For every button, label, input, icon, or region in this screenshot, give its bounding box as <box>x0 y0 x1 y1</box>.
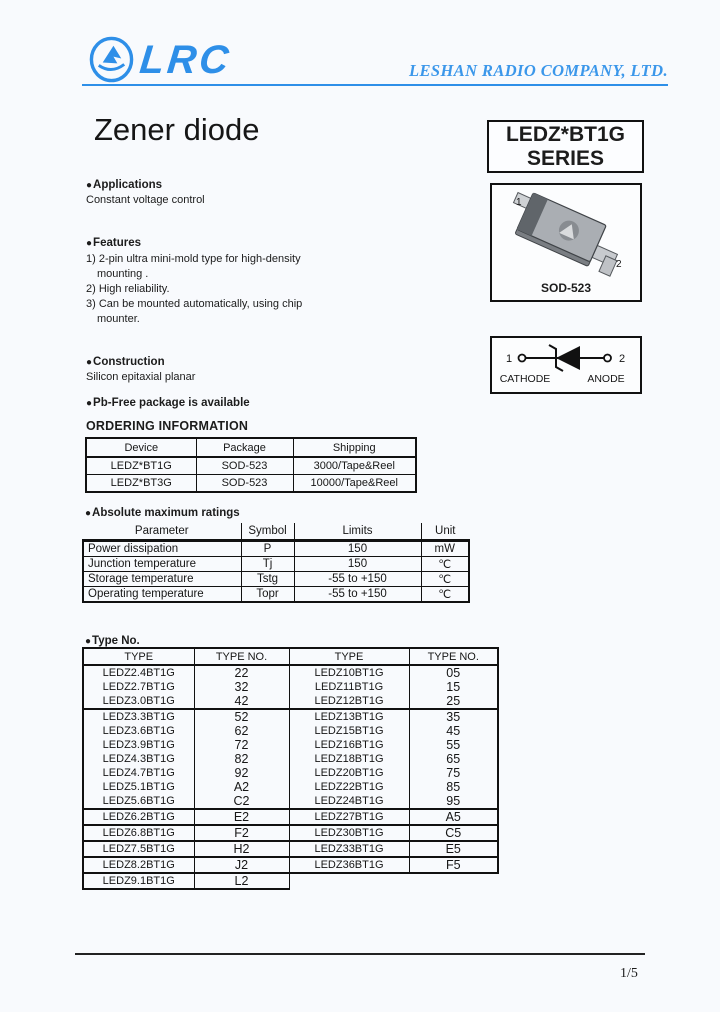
table-cell: -55 to +150 <box>294 572 421 587</box>
table-row <box>83 857 498 873</box>
table-row <box>83 572 469 587</box>
table-cell: SOD-523 <box>196 475 293 493</box>
table-cell: A2 <box>194 780 289 794</box>
table-cell: LEDZ4.3BT1G <box>83 752 194 766</box>
table-cell: 65 <box>409 752 498 766</box>
table-cell: LEDZ3.0BT1G <box>83 694 194 709</box>
table-cell: LEDZ15BT1G <box>289 724 409 738</box>
bullet-icon: ● <box>86 357 93 368</box>
applications-body: Constant voltage control <box>86 194 205 206</box>
column-header: Limits <box>294 523 421 541</box>
table-cell: LEDZ3.3BT1G <box>83 709 194 724</box>
table-row <box>83 766 498 780</box>
table-cell: LEDZ24BT1G <box>289 794 409 809</box>
ratings-header-row <box>83 523 469 541</box>
sch-pin1-label: 1 <box>505 353 513 365</box>
table-cell: E5 <box>409 841 498 857</box>
column-header: Parameter <box>83 523 241 541</box>
table-cell: LEDZ9.1BT1G <box>83 873 194 889</box>
table-cell: LEDZ10BT1G <box>289 665 409 680</box>
type-header-row <box>83 648 498 665</box>
table-cell: LEDZ30BT1G <box>289 825 409 841</box>
table-cell: LEDZ27BT1G <box>289 809 409 825</box>
table-cell: 92 <box>194 766 289 780</box>
table-cell: Topr <box>241 587 294 603</box>
table-cell: LEDZ2.4BT1G <box>83 665 194 680</box>
column-header: TYPE NO. <box>194 648 289 665</box>
table-cell: ℃ <box>421 587 469 603</box>
table-cell: A5 <box>409 809 498 825</box>
table-cell: C5 <box>409 825 498 841</box>
ordering-title: ORDERING INFORMATION <box>86 419 249 433</box>
table-cell: 150 <box>294 557 421 572</box>
table-cell: E2 <box>194 809 289 825</box>
features-heading: ●Features <box>86 237 141 249</box>
table-row <box>83 665 498 680</box>
table-row <box>83 841 498 857</box>
feature-line: mounting . <box>97 268 149 280</box>
column-header: Device <box>86 438 196 457</box>
table-cell: LEDZ5.6BT1G <box>83 794 194 809</box>
table-cell: LEDZ13BT1G <box>289 709 409 724</box>
package-3d-icon <box>494 187 638 277</box>
applications-heading: ●Applications <box>86 179 163 191</box>
table-row <box>86 457 416 475</box>
table-cell: L2 <box>194 873 289 889</box>
table-row <box>83 541 469 557</box>
table-cell: P <box>241 541 294 557</box>
table-cell: 10000/Tape&Reel <box>293 475 416 493</box>
bullet-icon: ● <box>85 508 92 519</box>
logo-text: LRC <box>137 37 234 82</box>
table-cell: Storage temperature <box>83 572 241 587</box>
type-number-table <box>82 647 499 890</box>
table-cell <box>409 873 498 889</box>
column-header: TYPE <box>289 648 409 665</box>
schematic-box <box>490 336 642 394</box>
table-cell: LEDZ4.7BT1G <box>83 766 194 780</box>
series-box <box>487 120 644 173</box>
feature-line: mounter. <box>97 313 140 325</box>
table-cell: LEDZ3.9BT1G <box>83 738 194 752</box>
table-cell: Operating temperature <box>83 587 241 603</box>
bullet-icon: ● <box>85 636 92 647</box>
table-cell: LEDZ5.1BT1G <box>83 780 194 794</box>
table-cell: 75 <box>409 766 498 780</box>
table-cell: Tj <box>241 557 294 572</box>
bullet-icon: ● <box>86 238 93 249</box>
pkg-pin1-label: 1 <box>516 197 522 208</box>
table-cell: J2 <box>194 857 289 873</box>
series-name: LEDZ*BT1G <box>505 122 625 146</box>
table-cell: 22 <box>194 665 289 680</box>
column-header: Symbol <box>241 523 294 541</box>
table-cell: LEDZ16BT1G <box>289 738 409 752</box>
features-list <box>86 252 302 327</box>
table-row <box>83 587 469 603</box>
table-cell: LEDZ11BT1G <box>289 680 409 694</box>
table-cell: LEDZ18BT1G <box>289 752 409 766</box>
feature-line: 3) Can be mounted automatically, using chip <box>86 298 303 310</box>
table-row <box>83 680 498 694</box>
table-cell: ℃ <box>421 557 469 572</box>
table-cell: F2 <box>194 825 289 841</box>
series-word: SERIES <box>526 146 605 170</box>
anode-label: ANODE <box>587 373 625 385</box>
column-header: Shipping <box>293 438 416 457</box>
table-cell: 45 <box>409 724 498 738</box>
table-row <box>83 709 498 724</box>
ratings-table <box>82 523 470 603</box>
table-cell: LEDZ8.2BT1G <box>83 857 194 873</box>
pkg-pin2-label: 2 <box>616 259 622 270</box>
table-row <box>83 694 498 709</box>
table-cell: LEDZ33BT1G <box>289 841 409 857</box>
table-cell: LEDZ6.2BT1G <box>83 809 194 825</box>
column-header: Unit <box>421 523 469 541</box>
table-cell: Tstg <box>241 572 294 587</box>
table-cell: 3000/Tape&Reel <box>293 457 416 475</box>
table-cell: 82 <box>194 752 289 766</box>
table-cell: LEDZ36BT1G <box>289 857 409 873</box>
table-cell: H2 <box>194 841 289 857</box>
construction-heading: ●Construction <box>86 356 165 368</box>
table-row <box>83 780 498 794</box>
table-cell <box>289 873 409 889</box>
table-cell: 72 <box>194 738 289 752</box>
package-box <box>490 183 642 302</box>
table-cell: F5 <box>409 857 498 873</box>
table-cell: 15 <box>409 680 498 694</box>
lrc-logo <box>88 36 234 83</box>
table-row <box>86 475 416 493</box>
table-cell: 42 <box>194 694 289 709</box>
table-cell: LEDZ6.8BT1G <box>83 825 194 841</box>
table-cell: LEDZ3.6BT1G <box>83 724 194 738</box>
table-cell: 32 <box>194 680 289 694</box>
table-cell: C2 <box>194 794 289 809</box>
construction-body: Silicon epitaxial planar <box>86 371 196 383</box>
table-cell: LEDZ*BT3G <box>86 475 196 493</box>
header-rule <box>82 84 668 86</box>
table-cell: Junction temperature <box>83 557 241 572</box>
table-row <box>83 752 498 766</box>
ratings-heading: ●Absolute maximum ratings <box>85 507 240 519</box>
table-cell: 95 <box>409 794 498 809</box>
company-name: LESHAN RADIO COMPANY, LTD. <box>408 61 668 80</box>
ordering-table <box>85 437 417 493</box>
table-row <box>83 825 498 841</box>
page-number: 1/5 <box>620 966 638 981</box>
lrc-logo-icon <box>88 36 135 83</box>
table-row <box>83 557 469 572</box>
footer-rule <box>75 953 645 955</box>
column-header: TYPE <box>83 648 194 665</box>
table-cell: -55 to +150 <box>294 587 421 603</box>
table-cell: LEDZ20BT1G <box>289 766 409 780</box>
table-cell: 52 <box>194 709 289 724</box>
table-cell: 150 <box>294 541 421 557</box>
table-cell: mW <box>421 541 469 557</box>
zener-symbol-icon <box>492 338 636 388</box>
feature-line: 2) High reliability. <box>86 283 170 295</box>
table-cell: 25 <box>409 694 498 709</box>
typeno-heading: ●Type No. <box>85 635 140 647</box>
bullet-icon: ● <box>86 180 93 191</box>
column-header: TYPE NO. <box>409 648 498 665</box>
cathode-label: CATHODE <box>499 373 551 385</box>
bullet-icon: ● <box>86 398 93 409</box>
table-cell: LEDZ12BT1G <box>289 694 409 709</box>
table-cell: LEDZ*BT1G <box>86 457 196 475</box>
pbfree-heading: ●Pb-Free package is available <box>86 397 250 409</box>
table-row <box>83 724 498 738</box>
table-cell: LEDZ2.7BT1G <box>83 680 194 694</box>
package-name-label: SOD-523 <box>540 281 592 295</box>
table-cell: 62 <box>194 724 289 738</box>
table-row <box>83 873 498 889</box>
table-cell: Power dissipation <box>83 541 241 557</box>
feature-line: 1) 2-pin ultra mini-mold type for high-density <box>86 253 301 265</box>
table-cell: 55 <box>409 738 498 752</box>
table-row <box>83 738 498 752</box>
ordering-header-row <box>86 438 416 457</box>
table-row <box>83 794 498 809</box>
table-cell: 05 <box>409 665 498 680</box>
table-cell: SOD-523 <box>196 457 293 475</box>
table-cell: ℃ <box>421 572 469 587</box>
column-header: Package <box>196 438 293 457</box>
sch-pin2-label: 2 <box>618 353 626 365</box>
table-cell: LEDZ22BT1G <box>289 780 409 794</box>
table-row <box>83 809 498 825</box>
table-cell: 35 <box>409 709 498 724</box>
table-cell: 85 <box>409 780 498 794</box>
page-title: Zener diode <box>94 112 260 147</box>
table-cell: LEDZ7.5BT1G <box>83 841 194 857</box>
